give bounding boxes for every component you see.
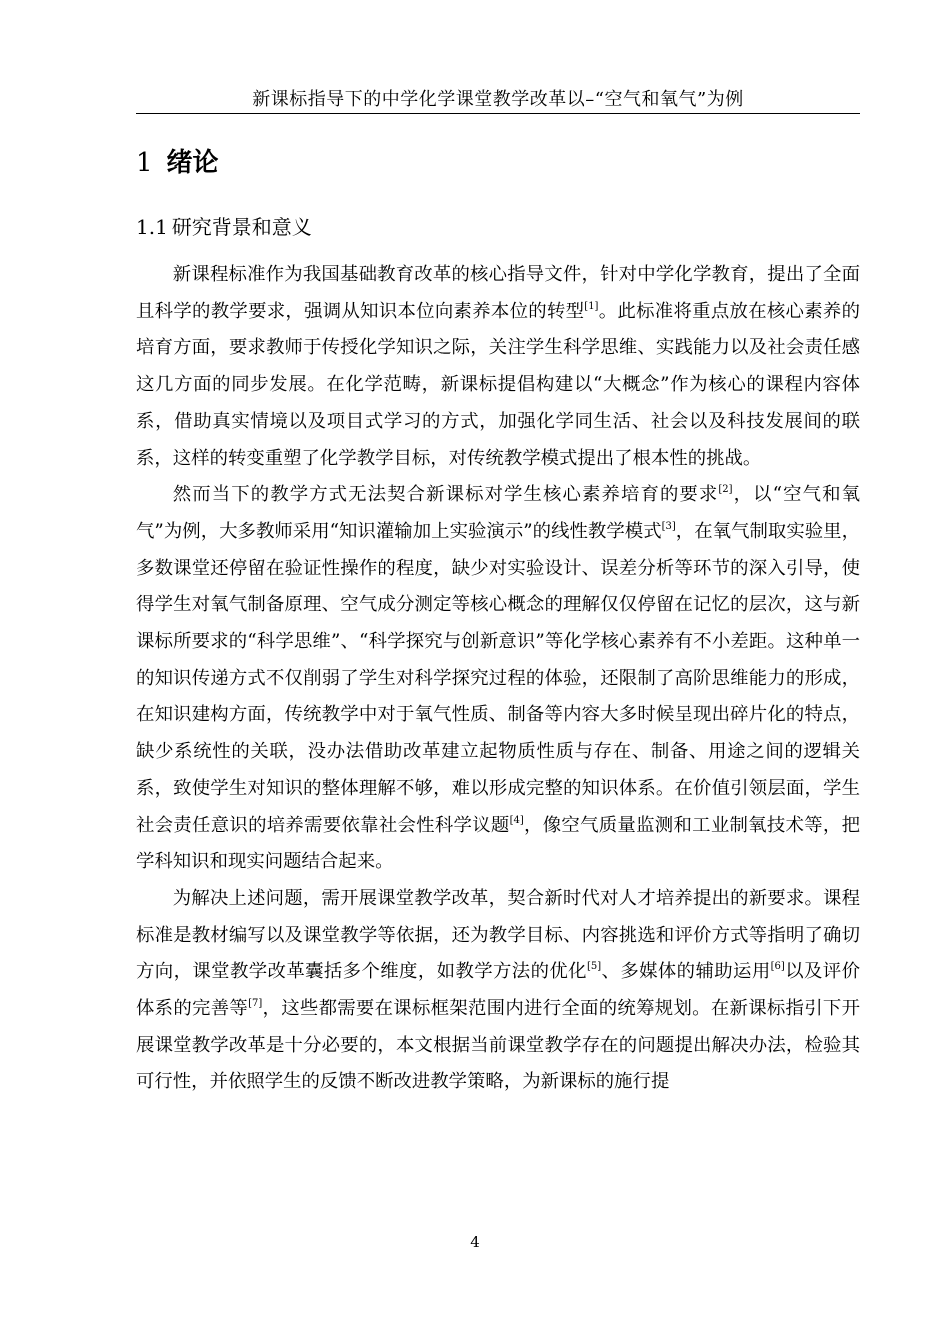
citation-2: [2] (718, 484, 733, 496)
paragraph-text: ，以“空气和氧气”为例，大多教师采用“知识灌输加上实验演示”的线性教学模式 (136, 484, 860, 542)
paragraph-2 (136, 477, 860, 881)
chapter-title (136, 146, 219, 180)
paragraph-text: 为解决上述问题，需开展课堂教学改革，契合新时代对人才培养提出的新要求。课程标准是教材编写以及课堂教学等依据，还为教学目标、内容挑选和评价方式等指明了确切方向，课堂教学改革囊括多个维度，如教学方法的优化 (136, 887, 860, 983)
paragraph-text: 以及评价体系的完善等 (136, 961, 860, 1020)
citation-5: [5] (586, 961, 602, 973)
paragraph-text: ，像空气质量监测和工业制氧技术等，把学科知识和现实问题结合起来。 (136, 814, 860, 873)
paragraph-text: 。此标准将重点放在核心素养的培育方面，要求教师于传授化学知识之际，关注学生科学思维、实践能力以及社会责任感这几方面的同步发展。在化学范畴，新课标提倡构建以“大概念”作为核心的课程内容体系，借助真实情境以及项目式学习的方式，加强化学同生活、社会以及科技发展间的联系，这样的转变重塑了化学教学目标，对传统教学模式提出了根本性的挑战。 (136, 300, 860, 469)
paragraph-text: 然而当下的教学方式无法契合新课标对学生核心素养培育的要求 (172, 484, 719, 506)
chapter-number: 1 (136, 148, 153, 178)
section-title (136, 212, 312, 242)
body-text (136, 257, 860, 1101)
running-header: 新课标指导下的中学化学课堂教学改革以–“空气和氧气”为例 (252, 89, 744, 110)
paragraph-text: 、多媒体的辅助运用 (601, 961, 771, 983)
section-number: 1.1 (136, 215, 168, 239)
citation-4: [4] (509, 814, 524, 826)
section-title-text: 研究背景和意义 (171, 215, 312, 239)
paragraph-text: ，在氧气制取实验里，多数课堂还停留在验证性操作的程度，缺少对实验设计、误差分析等环节的深入引导，使得学生对氧气制备原理、空气成分测定等核心概念的理解仅仅停留在记忆的层次，这与新课标所要求的“科学思维”、“科学探究与创新意识”等化学核心素养有不小差距。这种单一的知识传递方式不仅削弱了学生对科学探究过程的体验，还限制了高阶思维能力的形成，在知识建构方面，传统教学中对于氧气性质、制备等内容大多时候呈现出碎片化的特点，缺少系统性的关联，没办法借助改革建立起物质性质与存在、制备、用途之间的逻辑关系，致使学生对知识的整体理解不够，难以形成完整的知识体系。在价值引领层面，学生社会责任意识的培养需要依靠社会性科学议题 (136, 520, 860, 836)
citation-1: [1] (584, 300, 599, 312)
citation-7: [7] (248, 998, 263, 1010)
header-rule (136, 113, 860, 114)
citation-6: [6] (770, 961, 785, 973)
citation-3: [3] (661, 520, 676, 532)
paragraph-1 (136, 257, 860, 477)
paragraph-3 (136, 881, 860, 1101)
paragraph-text: ，这些都需要在课标框架范围内进行全面的统筹规划。在新课标指引下开展课堂教学改革是十分必要的，本文根据当前课堂教学存在的问题提出解决办法，检验其可行性，并依照学生的反馈不断改进教学策略，为新课标的施行提 (136, 998, 860, 1093)
page-number: 4 (470, 1233, 480, 1251)
paragraph-text: 新课程标准作为我国基础教育改革的核心指导文件，针对中学化学教育，提出了全面且科学的教学要求，强调从知识本位向素养本位的转型 (136, 264, 860, 322)
chapter-title-text: 绪论 (166, 148, 219, 178)
